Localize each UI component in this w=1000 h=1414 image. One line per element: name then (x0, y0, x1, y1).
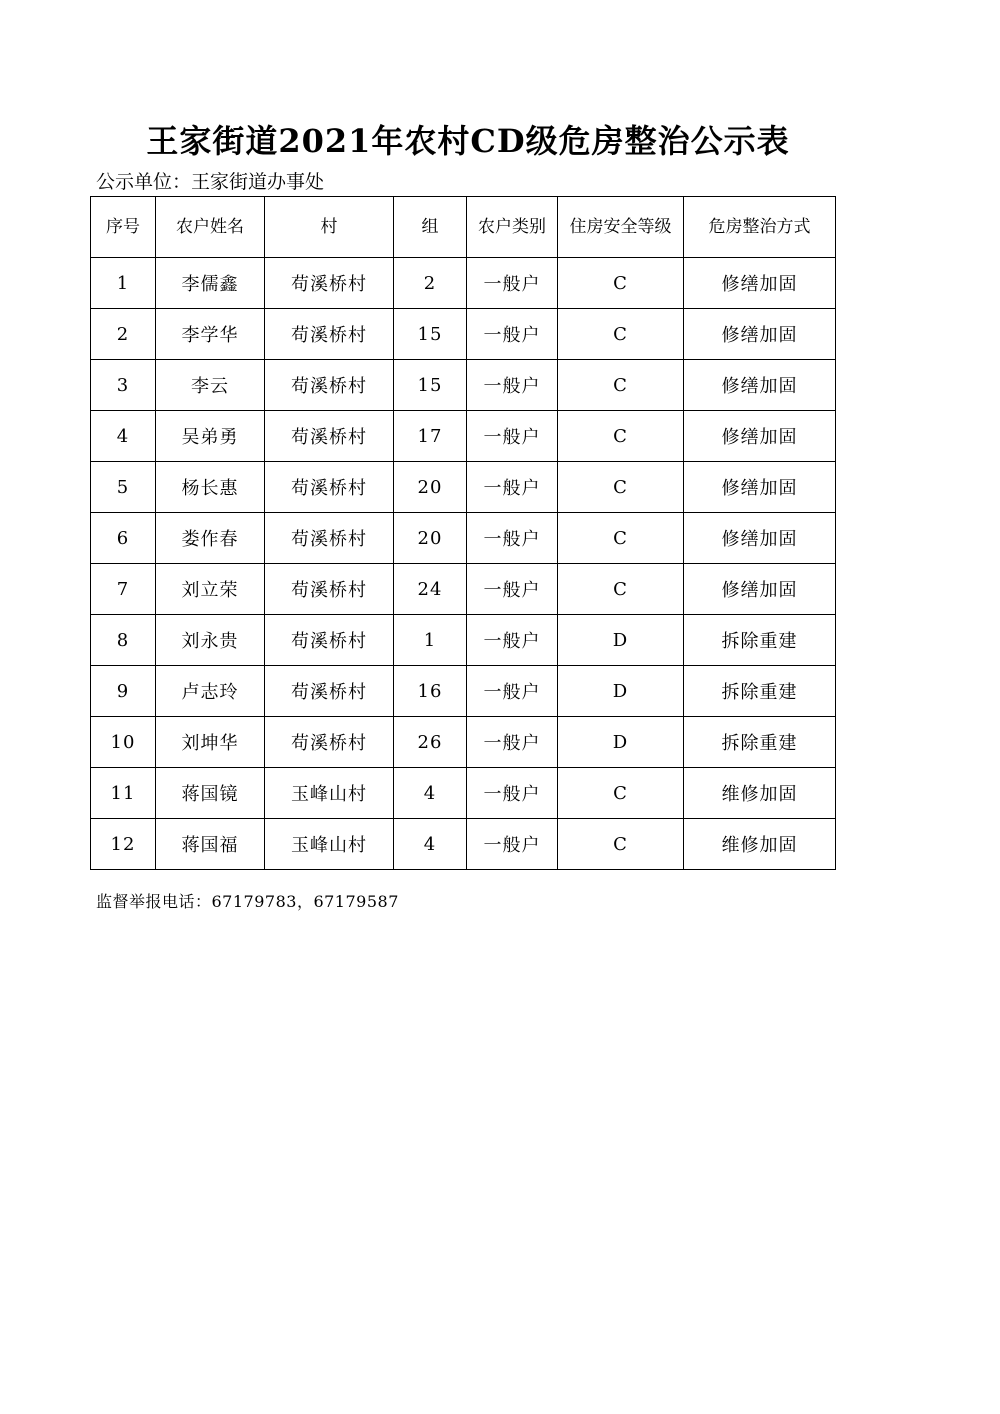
cell-household-type: 一般户 (467, 768, 558, 819)
cell-index: 2 (91, 309, 156, 360)
table-row (91, 819, 836, 870)
cell-safety-level: C (558, 819, 684, 870)
table-row (91, 258, 836, 309)
cell-village: 玉峰山村 (265, 768, 394, 819)
cell-group: 26 (394, 717, 467, 768)
housing-renovation-table (90, 196, 836, 870)
cell-safety-level: C (558, 513, 684, 564)
cell-household-type: 一般户 (467, 309, 558, 360)
table-body (91, 258, 836, 870)
cell-safety-level: C (558, 411, 684, 462)
cell-village: 苟溪桥村 (265, 411, 394, 462)
cell-safety-level: C (558, 564, 684, 615)
table-row (91, 564, 836, 615)
table-row (91, 411, 836, 462)
cell-renovation-method: 修缮加固 (684, 513, 836, 564)
cell-index: 1 (91, 258, 156, 309)
cell-index: 10 (91, 717, 156, 768)
cell-name: 杨长惠 (156, 462, 265, 513)
cell-group: 24 (394, 564, 467, 615)
cell-household-type: 一般户 (467, 411, 558, 462)
cell-village: 苟溪桥村 (265, 564, 394, 615)
table-row (91, 513, 836, 564)
cell-name: 卢志玲 (156, 666, 265, 717)
cell-index: 12 (91, 819, 156, 870)
cell-household-type: 一般户 (467, 564, 558, 615)
cell-safety-level: C (558, 360, 684, 411)
cell-safety-level: D (558, 615, 684, 666)
table-row (91, 360, 836, 411)
cell-renovation-method: 修缮加固 (684, 462, 836, 513)
cell-name: 娄作春 (156, 513, 265, 564)
cell-village: 苟溪桥村 (265, 717, 394, 768)
cell-household-type: 一般户 (467, 717, 558, 768)
cell-group: 15 (394, 309, 467, 360)
table-row (91, 666, 836, 717)
cell-name: 蒋国镜 (156, 768, 265, 819)
cell-household-type: 一般户 (467, 462, 558, 513)
cell-village: 苟溪桥村 (265, 258, 394, 309)
header-safety-level: 住房安全等级 (558, 197, 684, 258)
cell-safety-level: C (558, 258, 684, 309)
cell-village: 苟溪桥村 (265, 462, 394, 513)
cell-renovation-method: 拆除重建 (684, 615, 836, 666)
cell-renovation-method: 修缮加固 (684, 564, 836, 615)
cell-group: 15 (394, 360, 467, 411)
cell-name: 李儒鑫 (156, 258, 265, 309)
cell-index: 6 (91, 513, 156, 564)
report-hotline: 监督举报电话：67179783，67179587 (96, 892, 399, 911)
cell-village: 苟溪桥村 (265, 615, 394, 666)
cell-renovation-method: 维修加固 (684, 819, 836, 870)
cell-safety-level: D (558, 666, 684, 717)
header-household-type: 农户类别 (467, 197, 558, 258)
cell-index: 3 (91, 360, 156, 411)
cell-household-type: 一般户 (467, 513, 558, 564)
page-title: 王家街道2021年农村CD级危房整治公示表 (146, 122, 790, 160)
cell-village: 苟溪桥村 (265, 360, 394, 411)
cell-village: 苟溪桥村 (265, 513, 394, 564)
cell-household-type: 一般户 (467, 615, 558, 666)
cell-name: 李学华 (156, 309, 265, 360)
cell-safety-level: C (558, 309, 684, 360)
cell-index: 4 (91, 411, 156, 462)
cell-group: 17 (394, 411, 467, 462)
cell-name: 刘立荣 (156, 564, 265, 615)
header-index: 序号 (91, 197, 156, 258)
cell-village: 苟溪桥村 (265, 309, 394, 360)
cell-name: 刘坤华 (156, 717, 265, 768)
cell-group: 4 (394, 768, 467, 819)
table-header-row (91, 197, 836, 258)
cell-household-type: 一般户 (467, 666, 558, 717)
header-group: 组 (394, 197, 467, 258)
cell-safety-level: C (558, 462, 684, 513)
cell-group: 20 (394, 462, 467, 513)
cell-renovation-method: 修缮加固 (684, 309, 836, 360)
cell-renovation-method: 修缮加固 (684, 360, 836, 411)
cell-renovation-method: 维修加固 (684, 768, 836, 819)
cell-safety-level: D (558, 717, 684, 768)
table-row (91, 615, 836, 666)
table-row (91, 309, 836, 360)
cell-index: 9 (91, 666, 156, 717)
header-renovation-method: 危房整治方式 (684, 197, 836, 258)
cell-household-type: 一般户 (467, 258, 558, 309)
cell-index: 5 (91, 462, 156, 513)
cell-index: 7 (91, 564, 156, 615)
publishing-unit: 公示单位：王家街道办事处 (96, 171, 325, 193)
cell-renovation-method: 修缮加固 (684, 411, 836, 462)
cell-group: 16 (394, 666, 467, 717)
cell-renovation-method: 修缮加固 (684, 258, 836, 309)
cell-group: 4 (394, 819, 467, 870)
cell-name: 吴弟勇 (156, 411, 265, 462)
table-row (91, 462, 836, 513)
table-row (91, 717, 836, 768)
cell-group: 2 (394, 258, 467, 309)
cell-group: 20 (394, 513, 467, 564)
cell-household-type: 一般户 (467, 819, 558, 870)
cell-village: 玉峰山村 (265, 819, 394, 870)
header-village: 村 (265, 197, 394, 258)
cell-name: 李云 (156, 360, 265, 411)
table-row (91, 768, 836, 819)
cell-index: 8 (91, 615, 156, 666)
cell-name: 刘永贵 (156, 615, 265, 666)
cell-renovation-method: 拆除重建 (684, 666, 836, 717)
cell-group: 1 (394, 615, 467, 666)
header-name: 农户姓名 (156, 197, 265, 258)
cell-renovation-method: 拆除重建 (684, 717, 836, 768)
cell-index: 11 (91, 768, 156, 819)
cell-household-type: 一般户 (467, 360, 558, 411)
cell-village: 苟溪桥村 (265, 666, 394, 717)
cell-name: 蒋国福 (156, 819, 265, 870)
cell-safety-level: C (558, 768, 684, 819)
